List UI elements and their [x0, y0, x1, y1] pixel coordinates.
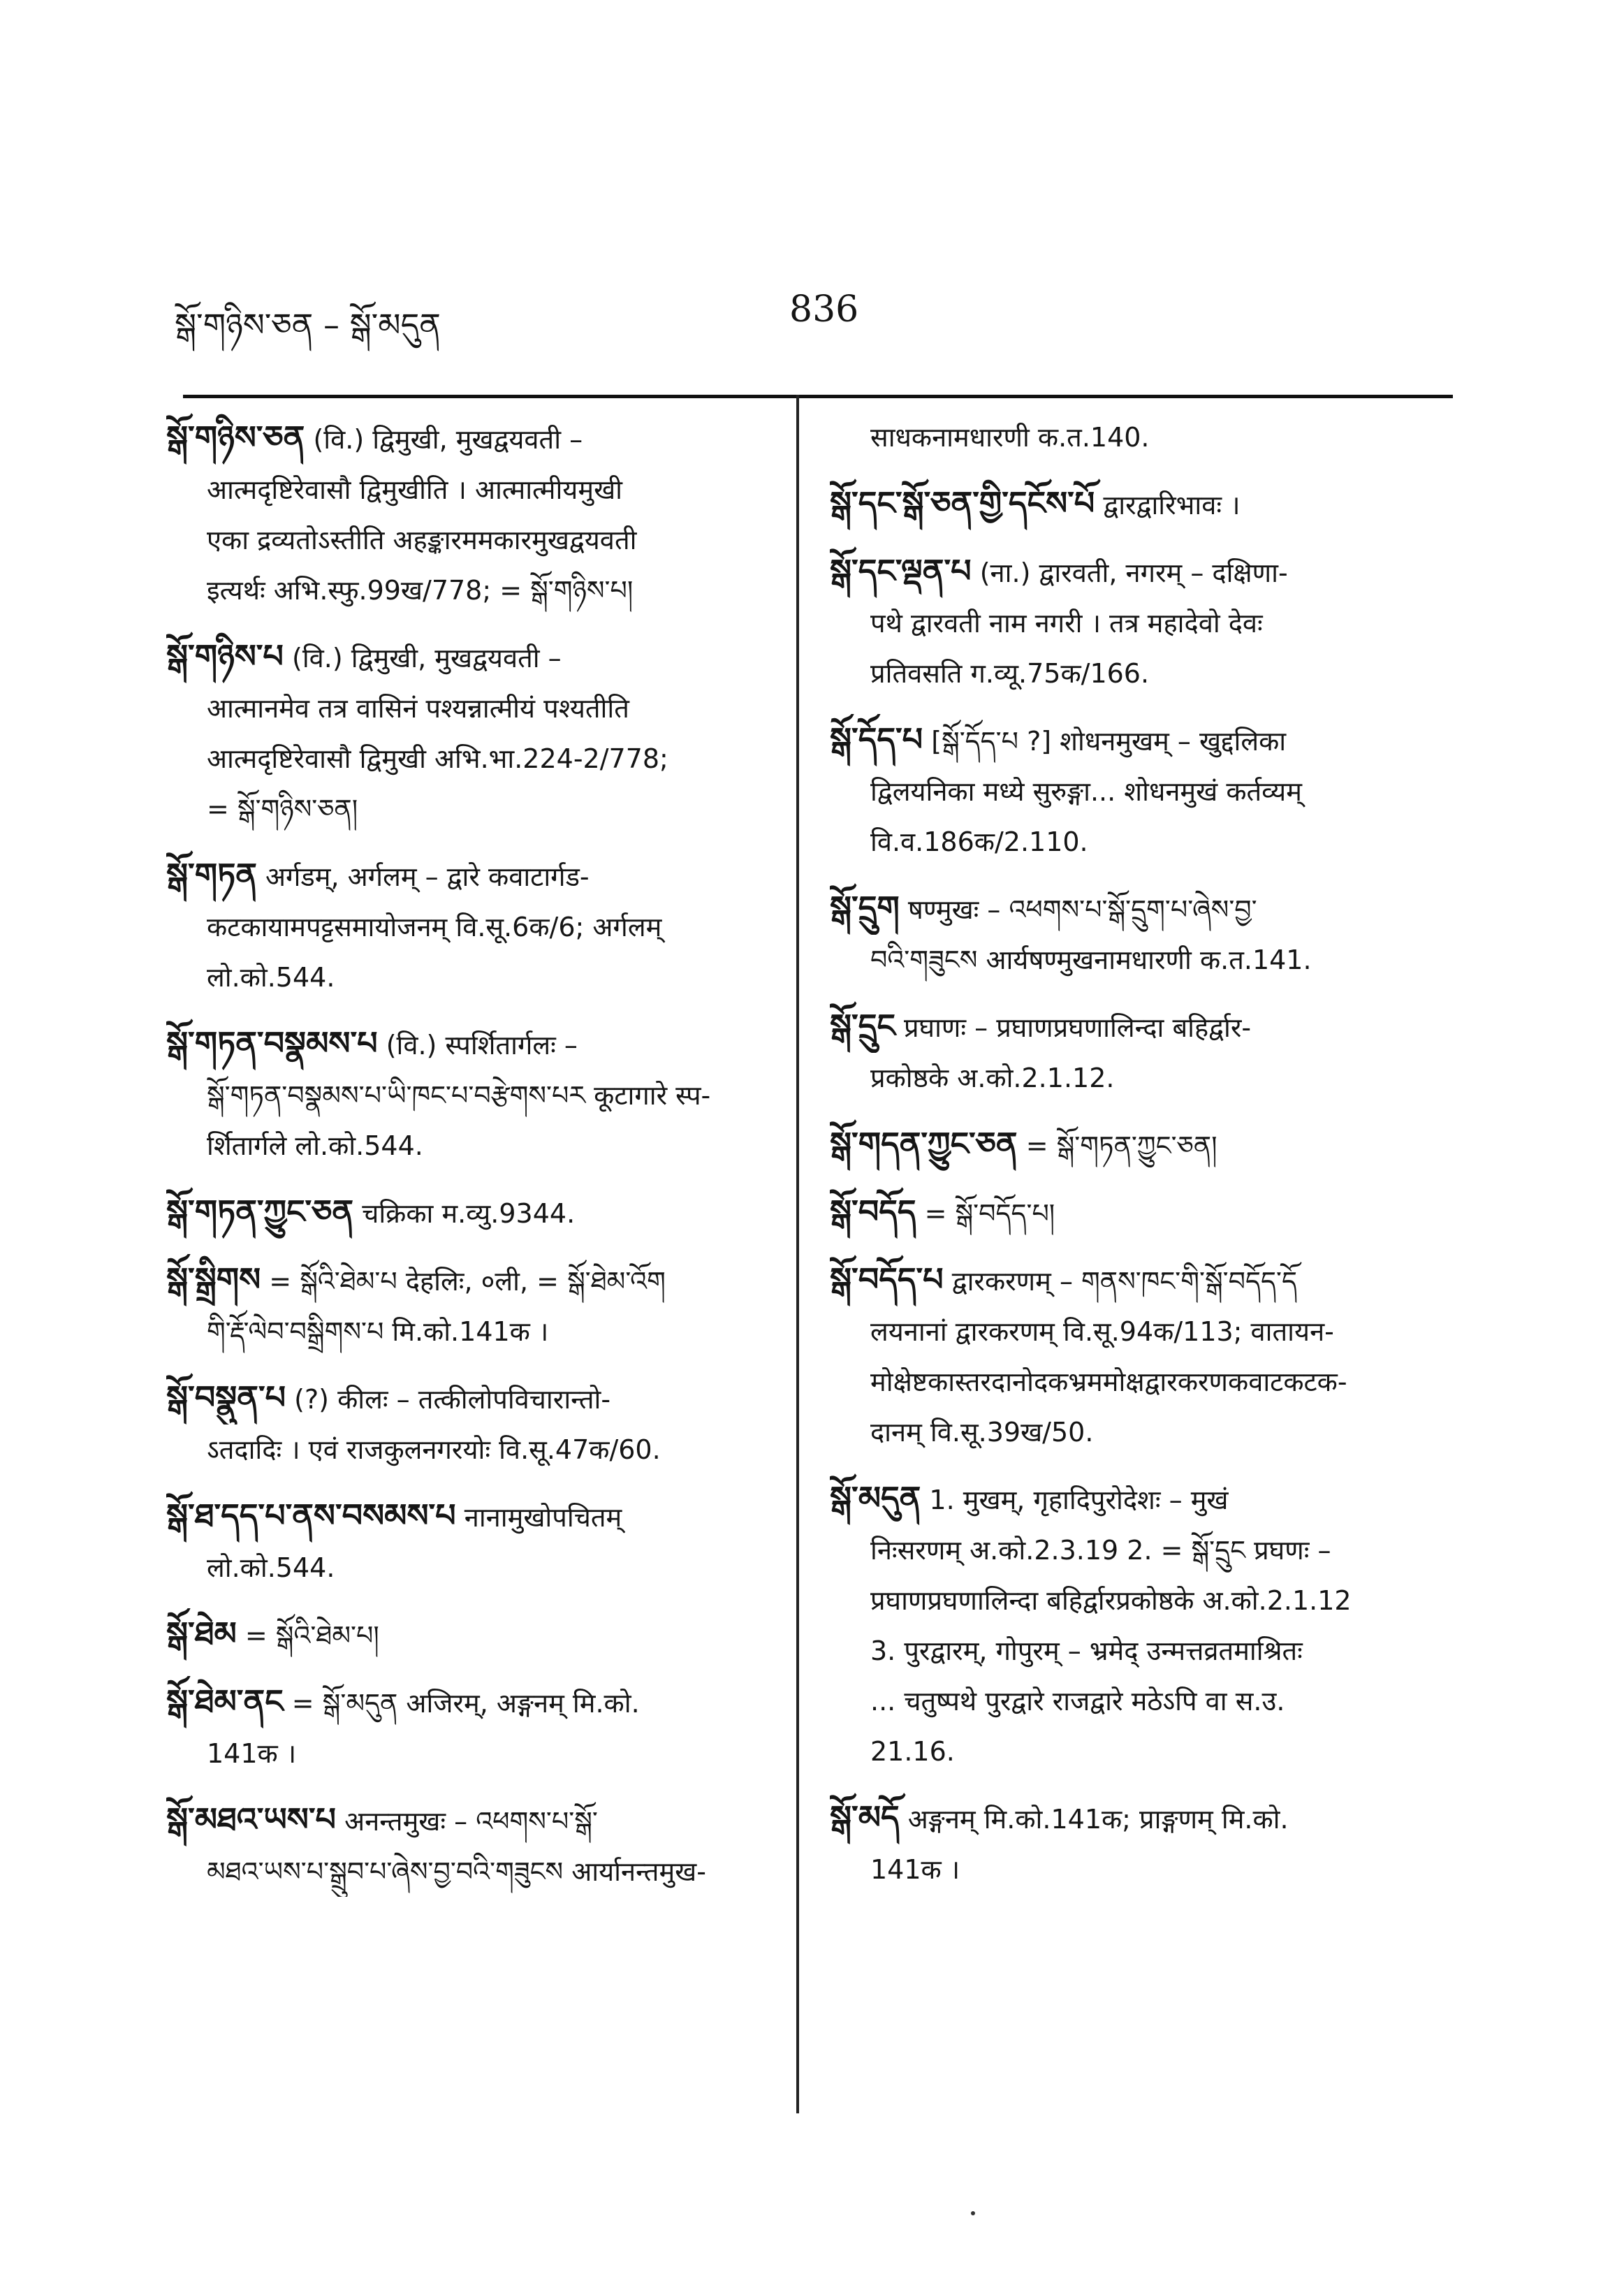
entry-text: चक्रिका म.व्यु.9344. — [362, 1198, 576, 1229]
entry-line — [166, 631, 781, 683]
entry-text: 21.16. — [870, 1736, 955, 1767]
entry-text: (?) कीलः – तत्कीलोपविचारान्तो- — [294, 1384, 611, 1415]
entry-line — [166, 1543, 781, 1593]
page-header — [175, 276, 1453, 344]
entry-text: अङ्गनम् मि.को.141क; प्राङ्गणम् मि.को. — [907, 1804, 1289, 1835]
page-number: 836 — [789, 289, 859, 330]
dictionary-entry — [166, 631, 781, 834]
entry-line — [830, 1254, 1444, 1306]
entry-text: = སྒོ་མདུན अजिरम्, अङ्गनम् मि.को. — [291, 1688, 640, 1719]
entry-text: མཐའ་ཡས་པ་སྒྲུབ་པ་ཞེས་བྱ་བའི་གཟུངས आर्यानन्तमुख- — [207, 1856, 706, 1887]
entry-headword: སྒོ་བདོད — [830, 1193, 916, 1230]
entry-line — [830, 546, 1444, 598]
entry-text: निःसरणम् अ.को.2.3.19 2. = སྒོ་དྲུང प्रघणः – — [870, 1535, 1331, 1566]
entry-text: मोक्षेष्टकास्तरदानोदकभ्रममोक्षद्वारकरणकवाटकटक- — [870, 1367, 1347, 1397]
entry-line — [166, 1372, 781, 1425]
dictionary-entry — [166, 1608, 781, 1661]
column-divider — [796, 395, 799, 2113]
entry-line — [166, 1846, 781, 1897]
entry-headword: སྒོ་དོད་པ — [830, 720, 923, 758]
entry-line — [830, 1726, 1444, 1777]
entry-text: प्रघाणः – प्रघाणप्रघणालिन्दा बहिर्द्वार- — [903, 1012, 1252, 1043]
entry-headword: སྒོ་ཐེམ — [166, 1615, 237, 1652]
entry-line — [166, 515, 781, 565]
entry-text: (वि.) द्विमुखी, मुखद्वयवती – — [313, 424, 583, 455]
dictionary-entry — [830, 1254, 1444, 1457]
entry-headword: སྒོ་དྲུག — [830, 889, 900, 926]
entry-line — [830, 766, 1444, 817]
entry-line — [166, 1608, 781, 1661]
entry-line — [166, 1676, 781, 1728]
entry-text: བའི་གཟུངས आर्यषण्मुखनामधारणी क.त.141. — [870, 945, 1312, 975]
entry-line — [166, 1306, 781, 1357]
entry-text: लो.को.544. — [207, 962, 335, 993]
entry-line — [166, 784, 781, 834]
entry-line — [166, 1070, 781, 1121]
entry-text: लयनानां द्वारकरणम् वि.सू.94क/113; वातायन- — [870, 1316, 1334, 1347]
entry-text: (वि.) स्पर्शितार्गलः – — [386, 1030, 578, 1061]
entry-line — [166, 1018, 781, 1070]
dictionary-entry — [830, 1186, 1444, 1239]
entry-line — [830, 1473, 1444, 1525]
entry-text: = སྒོ་གཉིས་ཅན། — [207, 794, 358, 824]
entry-headword: སྒོ་གཉིས་ཅན — [166, 418, 305, 456]
dictionary-entry — [166, 412, 781, 615]
entry-line — [830, 412, 1444, 462]
entry-line — [830, 1844, 1444, 1895]
entry-text: इत्यर्थः अभि.स्फु.99ख/778; = སྒོ་གཉིས་པ། — [207, 575, 634, 606]
entry-line — [166, 412, 781, 465]
entry-text: प्रतिवसति ग.व्यू.75क/166. — [870, 658, 1150, 689]
dictionary-entry — [166, 1490, 781, 1593]
entry-text: प्रकोष्ठके अ.को.2.1.12. — [870, 1063, 1115, 1093]
dictionary-entry — [166, 850, 781, 1003]
entry-text: अर्गडम्, अर्गलम् – द्वारे कवाटार्गड- — [265, 861, 590, 892]
entry-text: द्वारकरणम् – གནས་ཁང་གི་སྒོ་བདོད་དོ — [951, 1266, 1297, 1297]
entry-line — [166, 734, 781, 784]
entry-text: 1. मुखम्, गृहादिपुरोदेशः – मुखं — [929, 1485, 1229, 1515]
entry-text: प्रघाणप्रघणालिन्दा बहिर्द्वारप्रकोष्ठके अ.को.2.1.12 — [870, 1585, 1352, 1616]
left-column — [166, 412, 781, 1912]
running-head: སྒོ་གཉིས་ཅན – སྒོ་མདུན — [175, 306, 441, 344]
entry-headword: སྒོ་དྲུང — [830, 1007, 895, 1044]
entry-text: 3. पुरद्वारम्, गोपुरम् – भ्रमेद् उन्मत्तव्रतमाश्रितः — [870, 1635, 1303, 1666]
entry-text: पथे द्वारवती नाम नगरी । तत्र महादेवो देवः — [870, 608, 1263, 639]
dictionary-entry — [830, 412, 1444, 462]
entry-text: कटकायामपट्टसमायोजनम् वि.सू.6क/6; अर्गलम् — [207, 912, 662, 942]
entry-line — [830, 882, 1444, 935]
entry-line — [830, 817, 1444, 867]
dictionary-entry — [166, 1254, 781, 1357]
entry-text: आत्मानमेव तत्र वासिनं पश्यन्नात्मीयं पश्यतीति — [207, 693, 629, 724]
entry-line — [830, 598, 1444, 648]
entry-text: = སྒོའི་ཐེམ་པ देहलिः, ०ली, = སྒོ་ཐེམ་འོག — [269, 1266, 666, 1297]
entry-text: སྒོ་གཏན་བསྣམས་པ་ཡི་ཁང་པ་བརྩེགས་པར कूटागारे स्प- — [207, 1080, 711, 1111]
entry-line — [830, 714, 1444, 766]
dictionary-entry — [830, 1000, 1444, 1103]
entry-headword: སྒོ་གཉིས་པ — [166, 637, 284, 675]
entry-line — [166, 1490, 781, 1543]
entry-line — [166, 683, 781, 734]
dictionary-entry — [830, 546, 1444, 699]
dictionary-entry — [830, 478, 1444, 530]
entry-line — [166, 1794, 781, 1846]
entry-line — [830, 478, 1444, 530]
dictionary-entry — [166, 1794, 781, 1897]
entry-line — [830, 1626, 1444, 1676]
entry-text: 141क । — [870, 1854, 960, 1885]
entry-headword: སྒོ་གཏན་ཀྱུང་ཅན — [166, 1193, 354, 1230]
entry-line — [166, 1728, 781, 1779]
entry-text: 141क । — [207, 1738, 297, 1769]
dictionary-entry — [830, 1792, 1444, 1895]
entry-line — [166, 1121, 781, 1171]
entry-line — [830, 1306, 1444, 1357]
dictionary-entry — [830, 1119, 1444, 1171]
entry-text: लो.को.544. — [207, 1552, 335, 1583]
dictionary-entry — [166, 1676, 781, 1779]
entry-line — [166, 902, 781, 952]
entry-text: एका द्रव्यतोऽस्तीति अहङ्कारममकारमुखद्वयवती — [207, 525, 637, 555]
entry-text: अनन्तमुखः – འཕགས་པ་སྒོ་ — [344, 1806, 598, 1837]
entry-headword: སྒོ་བསྣུན་པ — [166, 1378, 286, 1416]
right-column — [830, 412, 1444, 1910]
entry-line — [830, 1792, 1444, 1844]
entry-text: ऽतदादिः । एवं राजकुलनगरयोः वि.सू.47क/60. — [207, 1434, 661, 1465]
entry-text: द्वारद्वारिभावः । — [1103, 490, 1241, 520]
header-rule — [183, 395, 1453, 398]
entry-text: གི་རྡོ་ལེབ་བསྒྲིགས་པ मि.को.141क । — [207, 1316, 549, 1347]
entry-line — [166, 465, 781, 515]
entry-headword: སྒོ་ཐེམ་ནང — [166, 1682, 284, 1720]
entry-line — [830, 1575, 1444, 1626]
entry-line — [166, 850, 781, 902]
entry-line — [830, 1676, 1444, 1726]
entry-text: [སྒོ་དོད་པ ?] शोधनमुखम् – खुद्दलिका — [931, 726, 1287, 757]
entry-line — [830, 1357, 1444, 1407]
entry-text: र्शितार्गले लो.को.544. — [207, 1130, 423, 1161]
entry-line — [166, 1254, 781, 1306]
entry-headword: སྒོ་དང་ལྡན་པ — [830, 552, 972, 590]
entry-line — [830, 1053, 1444, 1103]
dictionary-entry — [830, 1473, 1444, 1777]
dictionary-entry — [166, 1186, 781, 1239]
entry-headword: སྒོ་གཏན — [166, 856, 257, 894]
entry-headword: སྒོ་གདན་ཀྱུང་ཅན — [830, 1125, 1018, 1163]
entry-text: (ना.) द्वारवती, नगरम् – दक्षिणा- — [979, 558, 1288, 588]
entry-line — [166, 1186, 781, 1239]
entry-line — [830, 1000, 1444, 1053]
entry-line — [830, 1186, 1444, 1239]
entry-line — [830, 935, 1444, 985]
dictionary-entry — [166, 1018, 781, 1171]
scan-speck — [971, 2211, 975, 2215]
entry-headword: སྒོ་མདོ — [830, 1798, 900, 1836]
entry-text: वि.व.186क/2.110. — [870, 826, 1088, 857]
entry-line — [830, 1407, 1444, 1457]
entry-text: द्विलयनिका मध्ये सुरुङ्गा... शोधनमुखं कर्तव्यम् — [870, 776, 1302, 807]
entry-text: = སྒོ་གཏན་ཀྱུང་ཅན། — [1025, 1130, 1217, 1161]
entry-text: साधकनामधारणी क.त.140. — [870, 422, 1150, 453]
entry-line — [166, 565, 781, 615]
entry-headword: སྒོ་སྒྲིགས — [166, 1260, 261, 1298]
entry-text: षण्मुखः – འཕགས་པ་སྒོ་དྲུག་པ་ཞེས་བྱ་ — [907, 894, 1257, 925]
entry-line — [830, 1119, 1444, 1171]
entry-headword: སྒོ་ཐ་དད་པ་ནས་བསམས་པ — [166, 1496, 456, 1534]
entry-text: दानम् वि.सू.39ख/50. — [870, 1417, 1094, 1448]
entry-text: = སྒོའི་ཐེམ་པ། — [244, 1620, 379, 1651]
entry-headword: སྒོ་བདོད་པ — [830, 1260, 944, 1298]
entry-headword: སྒོ་གཏན་བསྣམས་པ — [166, 1024, 378, 1062]
entry-text: ... चतुष्पथे पुरद्वारे राजद्वारे मठेऽपि वा स.उ. — [870, 1686, 1285, 1717]
entry-line — [830, 1525, 1444, 1575]
entry-headword: སྒོ་དང་སྒོ་ཅན་གྱི་དངོས་པོ — [830, 484, 1095, 522]
entry-line — [166, 952, 781, 1003]
entry-text: आत्मदृष्टिरेवासौ द्विमुखी अभि.भा.224-2/778; — [207, 743, 668, 774]
entry-headword: སྒོ་མཐའ་ཡས་པ — [166, 1800, 336, 1838]
dictionary-entry — [830, 882, 1444, 985]
dictionary-entry — [166, 1372, 781, 1475]
entry-text: नानामुखोपचितम् — [464, 1502, 622, 1533]
entry-text: = སྒོ་བདོད་པ། — [924, 1198, 1055, 1229]
entry-headword: སྒོ་མདུན — [830, 1479, 921, 1517]
dictionary-entry — [830, 714, 1444, 867]
entry-line — [166, 1425, 781, 1475]
entry-text: आत्मदृष्टिरेवासौ द्विमुखीति । आत्मात्मीयमुखी — [207, 474, 622, 505]
entry-line — [830, 648, 1444, 699]
entry-text: (वि.) द्विमुखी, मुखद्वयवती – — [292, 643, 562, 673]
